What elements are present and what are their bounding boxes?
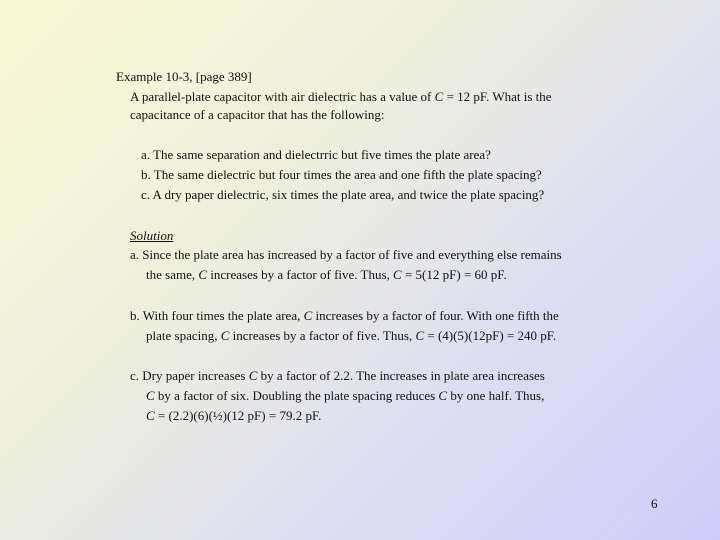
question-a: a. The same separation and dielectrric but five times the plate area? bbox=[141, 147, 491, 162]
problem-line-2: capacitance of a capacitor that has the following: bbox=[130, 107, 385, 122]
solution-a-line-1: a. Since the plate area has increased by a factor of five and everything else remains bbox=[130, 247, 562, 262]
solution-c-line-1: c. Dry paper increases C by a factor of 2.2. The increases in plate area increases bbox=[130, 368, 545, 383]
solution-b-line-2: plate spacing, C increases by a factor of five. Thus, C = (4)(5)(12pF) = 240 pF. bbox=[146, 328, 557, 343]
question-b: b. The same dielectric but four times the area and one fifth the plate spacing? bbox=[141, 167, 542, 182]
page-number: 6 bbox=[651, 496, 658, 511]
solution-heading: Solution bbox=[130, 228, 174, 243]
solution-c-line-3: C = (2.2)(6)(½)(12 pF) = 79.2 pF. bbox=[146, 408, 322, 423]
solution-c-line-2: C by a factor of six. Doubling the plate spacing reduces C by one half. Thus, bbox=[146, 388, 545, 403]
problem-line-1: A parallel-plate capacitor with air dielectric has a value of C = 12 pF. What is the bbox=[130, 89, 552, 104]
solution-a-line-2: the same, C increases by a factor of five. Thus, C = 5(12 pF) = 60 pF. bbox=[146, 267, 507, 282]
solution-b-line-1: b. With four times the plate area, C increases by a factor of four. With one fifth the bbox=[130, 308, 559, 323]
example-title: Example 10-3, [page 389] bbox=[116, 69, 252, 84]
question-c: c. A dry paper dielectric, six times the plate area, and twice the plate spacing? bbox=[141, 187, 545, 202]
